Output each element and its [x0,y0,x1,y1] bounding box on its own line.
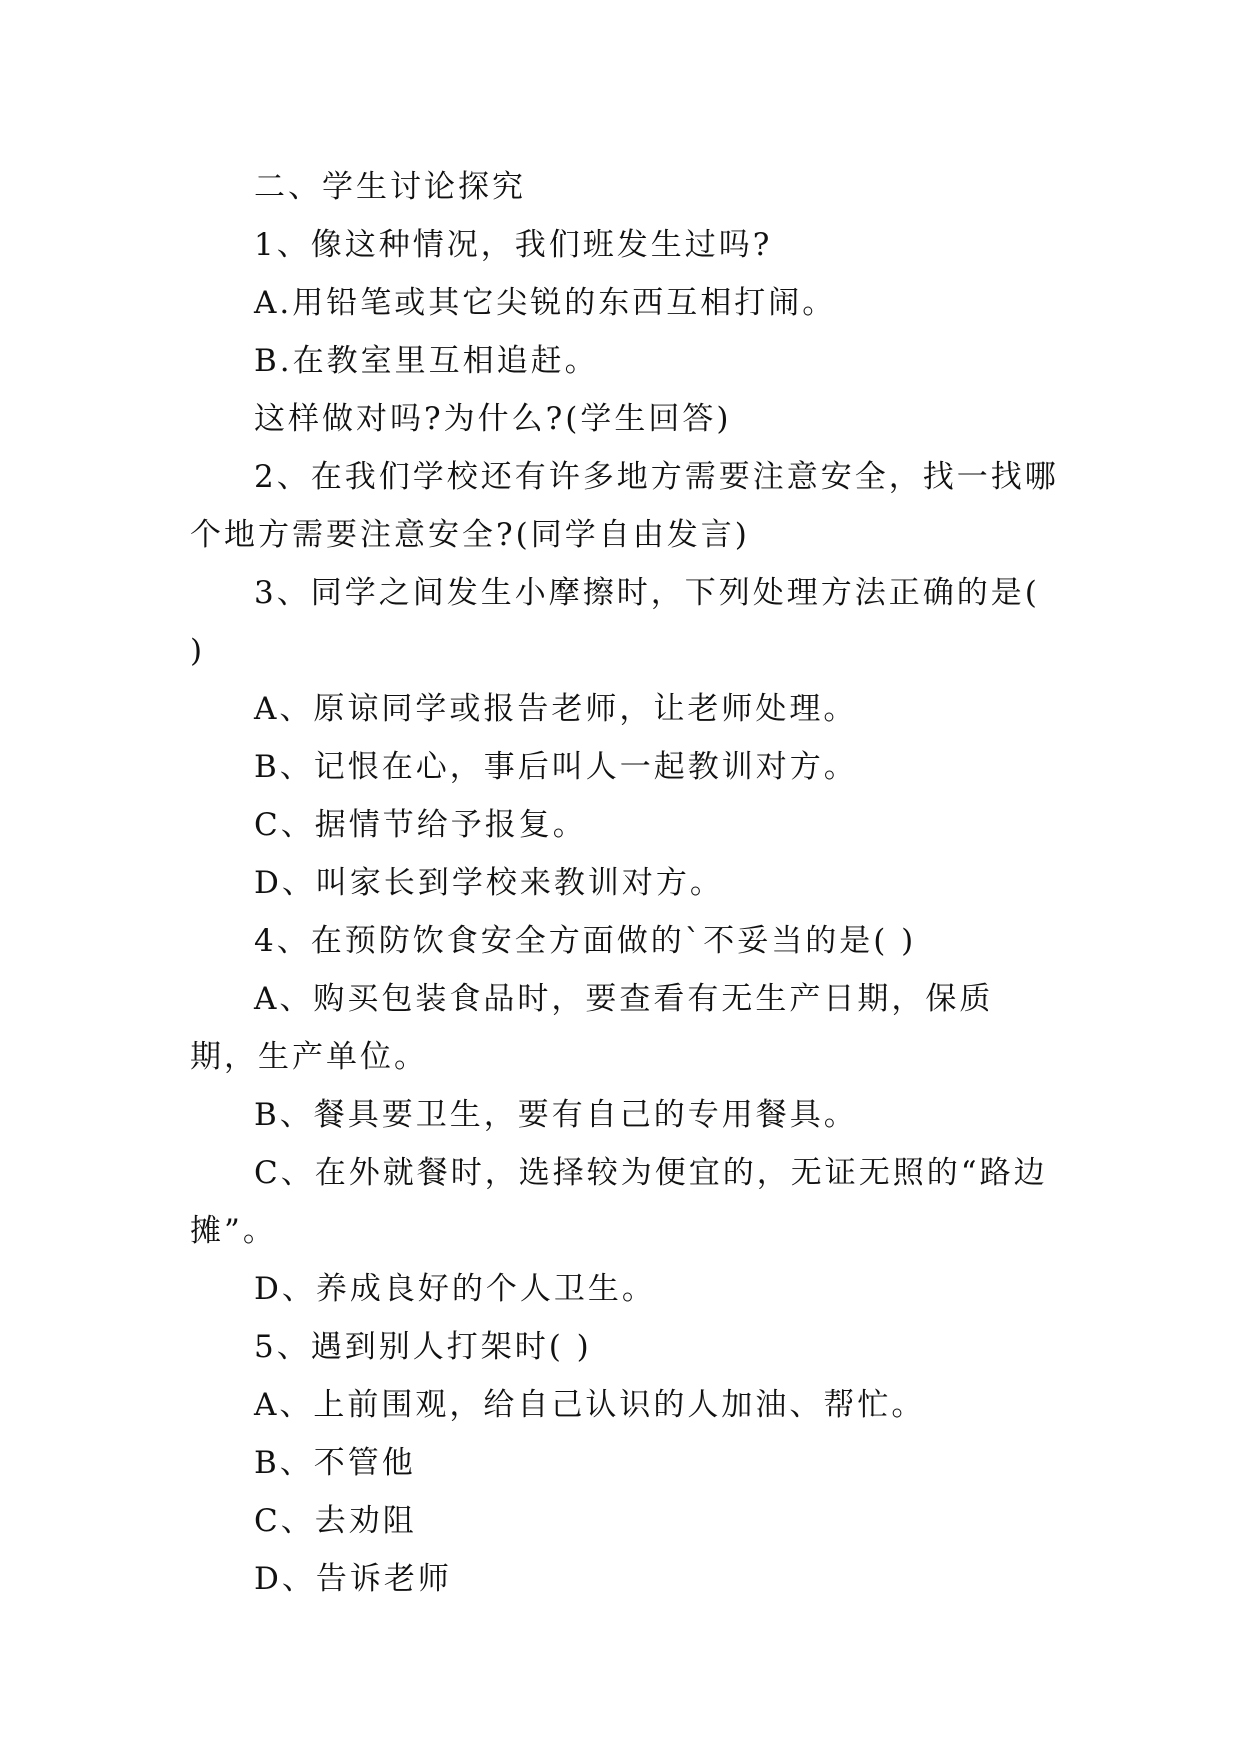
question-1-option-a: A.用铅笔或其它尖锐的东西互相打闹。 [254,285,837,321]
document-body [190,158,1060,1608]
question-4-option-a: A、购买包装食品时，要查看有无生产日期，保质期，生产单位。 [190,981,994,1075]
question-2: 2、在我们学校还有许多地方需要注意安全，找一找哪个地方需要注意安全?(同学自由发言) [190,459,1059,553]
question-1-followup: 这样做对吗?为什么?(学生回答) [254,401,732,437]
question-1-option-b: B.在教室里互相追赶。 [254,343,599,379]
question-1: 1、像这种情况，我们班发生过吗? [254,227,773,263]
section-heading: 二、学生讨论探究 [254,169,526,205]
question-3-option-d: D、叫家长到学校来教训对方。 [254,865,724,901]
question-4-option-c: C、在外就餐时，选择较为便宜的，无证无照的“路边摊”。 [190,1155,1048,1249]
question-5-option-a: A、上前围观，给自己认识的人加油、帮忙。 [254,1387,926,1423]
question-4: 4、在预防饮食安全方面做的`不妥当的是( ) [254,923,917,959]
question-5-option-b: B、不管他 [254,1445,416,1481]
question-3-option-b: B、记恨在心，事后叫人一起教训对方。 [254,749,858,785]
question-3-option-a: A、原谅同学或报告老师，让老师处理。 [254,691,858,727]
question-5-option-d: D、告诉老师 [254,1561,452,1597]
question-5-option-c: C、去劝阻 [254,1503,417,1539]
question-5: 5、遇到别人打架时( ) [254,1329,592,1365]
question-3-option-c: C、据情节给予报复。 [254,807,587,843]
question-3: 3、同学之间发生小摩擦时，下列处理方法正确的是( ) [190,575,1040,669]
question-4-option-b: B、餐具要卫生，要有自己的专用餐具。 [254,1097,858,1133]
question-4-option-d: D、养成良好的个人卫生。 [254,1271,656,1307]
